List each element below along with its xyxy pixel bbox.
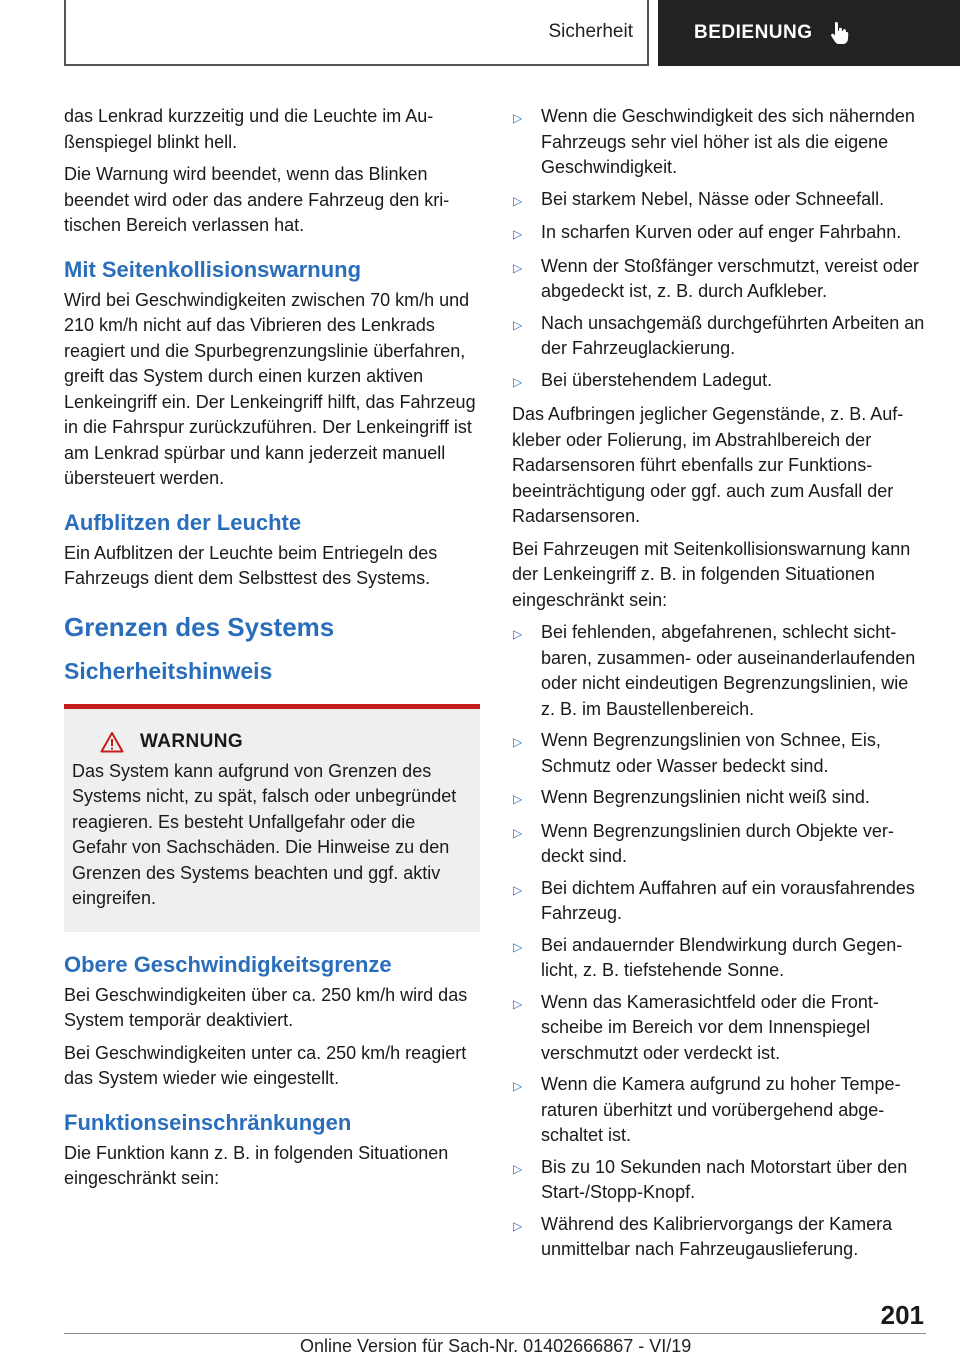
- online-version-note: Online Version für Sach-Nr. 01402666867 - VI/19: [300, 1336, 692, 1356]
- list-item: ▷ Bei dichtem Auffahren auf ein vorausfahrendes Fahrzeug.: [512, 876, 926, 927]
- list-item: ▷ Wenn die Kamera aufgrund zu hoher Temperaturen überhitzt und vorübergehend abgeschaltet ist.: [512, 1072, 926, 1149]
- list-item: ▷ Wenn das Kamerasichtfeld oder die Frontscheibe im Bereich vor dem Innenspiegel verschmutzt oder verdeckt ist.: [512, 990, 926, 1067]
- warning-triangle-icon: [100, 731, 124, 753]
- paragraph: Das Aufbringen jeglicher Gegenstände, z. B. Aufkleber oder Folierung, im Abstrahlbereich der Radarsensoren führt ebenfalls zur Funktionsbeeinträchtigung oder ggf. auch zum Ausfall der Radarsensoren.: [512, 404, 904, 526]
- paragraph: Bei Geschwindigkeiten über ca. 250 km/h wird das System temporär deaktiviert.: [64, 984, 468, 1030]
- heading-grenzen-des-systems: Grenzen des Systems: [64, 611, 335, 642]
- list-item: ▷ Bei andauernder Blendwirkung durch Gegenlicht, z. B. tiefstehende Sonne.: [512, 933, 926, 984]
- warning-title: WARNUNG: [140, 730, 244, 752]
- page-header: [64, 0, 960, 66]
- list-item: ▷ Wenn die Geschwindigkeit des sich nähernden Fahrzeugs sehr viel höher ist als die eigene Geschwindigkeit.: [512, 104, 926, 181]
- left-column: [64, 104, 480, 1199]
- list-item: ▷ Wenn Begrenzungslinien nicht weiß sind.: [512, 785, 926, 813]
- bullet-triangle-icon: ▷: [513, 1218, 523, 1233]
- paragraph: das Lenkrad kurzzeitig und die Leuchte im Außenspiegel blinkt hell.: [64, 106, 434, 152]
- bullet-triangle-icon: ▷: [513, 227, 523, 241]
- paragraph: Bei Geschwindigkeiten unter ca. 250 km/h reagiert das System wieder wie eingestellt.: [64, 1042, 467, 1088]
- bullet-triangle-icon: ▷: [513, 792, 523, 806]
- section-tab: [64, 0, 649, 66]
- bullet-triangle-icon: ▷: [513, 374, 523, 389]
- warning-box: [64, 704, 480, 932]
- list-item: ▷ Nach unsachgemäß durchgeführten Arbeiten an der Fahrzeuglackierung.: [512, 311, 926, 362]
- list-item: ▷ Wenn Begrenzungslinien von Schnee, Eis, Schmutz oder Wasser bedeckt sind.: [512, 728, 926, 779]
- paragraph: Ein Aufblitzen der Leuchte beim Entriegeln des Fahrzeugs dient dem Selbsttest des Systems.: [64, 542, 438, 588]
- bullet-triangle-icon: ▷: [513, 1161, 523, 1176]
- list-item: ▷ Wenn der Stoßfänger verschmutzt, vereist oder abgedeckt ist, z. B. durch Aufkleber.: [512, 254, 926, 305]
- bullet-triangle-icon: ▷: [513, 996, 523, 1011]
- heading-funktionseinschraenkungen: Funktionseinschränkungen: [64, 1109, 352, 1135]
- paragraph: Die Funktion kann z. B. in folgenden Situationen eingeschränkt sein:: [64, 1142, 449, 1188]
- bullet-triangle-icon: ▷: [513, 111, 523, 125]
- chapter-tab: [658, 0, 960, 66]
- warning-header: [72, 731, 470, 753]
- section-label: Sicherheit: [548, 21, 633, 42]
- right-column: [512, 104, 926, 1270]
- heading-sicherheitshinweis: Sicherheitshinweis: [64, 657, 273, 684]
- list-item: ▷ Bei überstehendem Ladegut.: [512, 368, 926, 396]
- bullet-triangle-icon: ▷: [513, 939, 523, 954]
- limitations-list: [512, 104, 926, 395]
- heading-aufblitzen: Aufblitzen der Leuchte: [64, 509, 302, 535]
- steering-limitations-list: [512, 620, 926, 1263]
- warning-text: Das System kann aufgrund von Grenzen des Systems nicht, zu spät, falsch oder unbegründet reagieren. Es besteht Unfallgefahr oder die Gefahr von Sachschäden. Die Hinweise zu den Grenzen des Systems beachten und ggf. aktiv eingreifen.: [72, 760, 457, 908]
- heading-seitenkollisionswarnung: Mit Seitenkollisionswarnung: [64, 256, 362, 282]
- list-item: ▷ In scharfen Kurven oder auf enger Fahrbahn.: [512, 220, 926, 248]
- list-item: ▷ Wenn Begrenzungslinien durch Objekte verdeckt sind.: [512, 819, 926, 870]
- bullet-triangle-icon: ▷: [513, 1079, 523, 1093]
- list-item: ▷ Während des Kalibriervorgangs der Kamera unmittelbar nach Fahrzeugauslieferung.: [512, 1212, 926, 1263]
- heading-obere-geschwindigkeitsgrenze: Obere Geschwindigkeitsgrenze: [64, 951, 392, 977]
- paragraph: Wird bei Geschwindigkeiten zwischen 70 km/h und 210 km/h nicht auf das Vibrieren des Lenkrads reagiert und die Spurbegrenzungslinie überfahren, greift das System durch einen kurzen aktiven Lenkeingriff ein. Der Lenkeingriff hilft, das Fahrzeug in die Fahrspur zurückzuführen. Der Lenkeingriff ist am Lenkrad spürbar und kann jederzeit manuell übersteuert werden.: [64, 289, 476, 488]
- chapter-label: BEDIENUNG: [694, 22, 813, 43]
- bullet-triangle-icon: ▷: [513, 627, 523, 641]
- paragraph: Bei Fahrzeugen mit Seitenkollisionswarnung kann der Lenkeingriff z. B. in folgenden Situationen eingeschränkt sein:: [512, 538, 911, 610]
- hand-pointer-icon: [827, 20, 853, 46]
- bullet-triangle-icon: ▷: [513, 260, 523, 275]
- bullet-triangle-icon: ▷: [513, 317, 523, 332]
- list-item: ▷ Bei starkem Nebel, Nässe oder Schneefall.: [512, 187, 926, 215]
- bullet-triangle-icon: ▷: [513, 882, 523, 897]
- list-item: ▷ Bis zu 10 Sekunden nach Motorstart über den Start-/Stopp-Knopf.: [512, 1155, 926, 1206]
- page-number: 201: [880, 1300, 924, 1330]
- bullet-triangle-icon: ▷: [513, 735, 523, 749]
- list-item: ▷ Bei fehlenden, abgefahrenen, schlecht sichtbaren, zusammen- oder auseinanderlaufenden oder nicht eindeutigen Begrenzungslinien, wie z. B. im Baustellenbereich.: [512, 620, 926, 722]
- paragraph: Die Warnung wird beendet, wenn das Blinken beendet wird oder das andere Fahrzeug den kritischen Bereich verlassen hat.: [64, 164, 450, 235]
- bullet-triangle-icon: ▷: [513, 193, 523, 208]
- bullet-triangle-icon: ▷: [513, 825, 523, 840]
- footer-divider: [64, 1333, 926, 1334]
